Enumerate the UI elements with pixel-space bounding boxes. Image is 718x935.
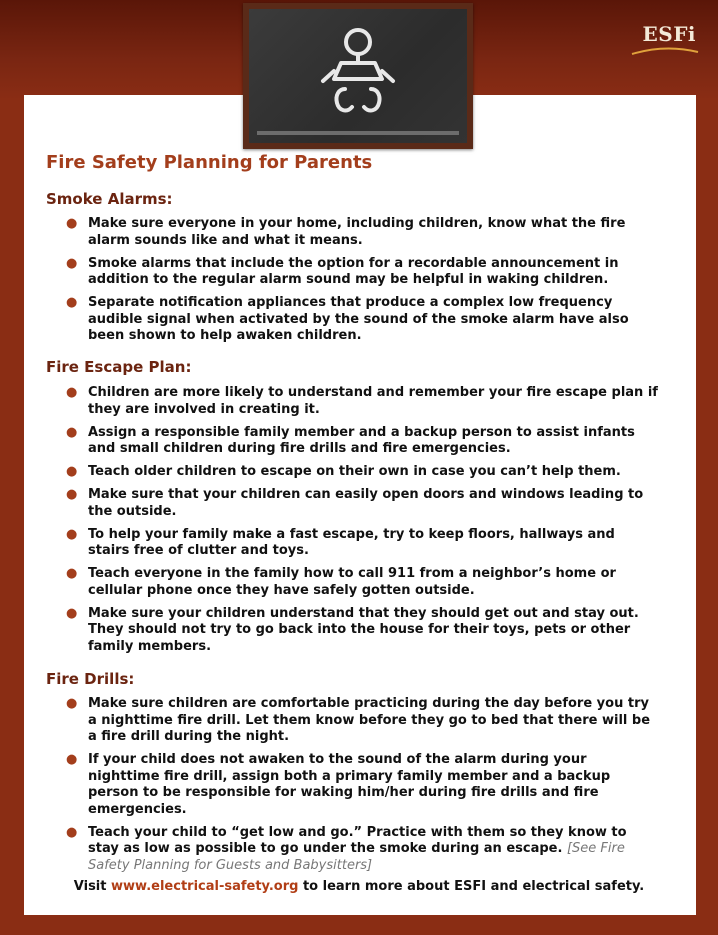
list-item: ● Make sure your children understand that they should get out and stay out. They should not try to go back into the house for their toys, pets or other family members.	[66, 605, 639, 654]
chalkboard-image	[243, 3, 473, 149]
bullet-icon: ●	[66, 216, 78, 231]
list-item: ● Assign a responsible family member and a backup person to assist infants and small children during fire drills and fire emergencies.	[66, 424, 635, 456]
list-item: ● Children are more likely to understand and remember your fire escape plan if they are involved in creating it.	[66, 385, 658, 417]
list-item: ● Make sure children are comfortable practicing during the day before you try a nighttime fire drill. Let them know before they go to bed that there will be a fire drill during the night.	[66, 696, 651, 744]
list-item: ● Teach everyone in the family how to call 911 from a neighbor’s home or cellular phone once they have safely gotten outside.	[66, 566, 616, 598]
fire-drills-list	[50, 696, 660, 881]
fire-escape-plan-list	[50, 385, 660, 662]
child-drawing-icon	[249, 9, 467, 143]
section-heading-smoke-alarms: Smoke Alarms:	[46, 190, 173, 208]
bullet-icon: ●	[66, 255, 78, 271]
bullet-icon: ●	[66, 605, 78, 621]
list-item: ● Teach your child to “get low and go.” Practice with them so they know to stay as low as possible to go under the smoke during an escape. [See Fire Safety Planning for Guests and Babysitters]	[66, 824, 627, 873]
list-item: ● Make sure that your children can easily open doors and windows leading to the outside.	[66, 487, 644, 519]
chalk-tray	[257, 131, 459, 135]
bullet-icon: ●	[66, 295, 78, 310]
bullet-icon: ●	[66, 752, 78, 767]
section-heading-fire-escape-plan: Fire Escape Plan:	[46, 358, 192, 376]
list-item: ● Make sure everyone in your home, including children, know what the fire alarm sounds like and what it means.	[66, 216, 626, 248]
logo-swoosh-icon	[630, 46, 700, 56]
bullet-icon: ●	[66, 566, 78, 581]
cross-reference-note: [See Fire Safety Planning for Guests and Babysitters]	[88, 841, 625, 873]
list-item: ● To help your family make a fast escape, try to keep floors, hallways and stairs free of clutter and toys.	[66, 526, 615, 558]
page-title: Fire Safety Planning for Parents	[46, 152, 373, 173]
list-item: ● Separate notification appliances that produce a complex low frequency audible signal when activated by the sound of the smoke alarm have also been shown to help awaken children.	[66, 295, 629, 343]
list-item: ● If your child does not awaken to the sound of the alarm during your nighttime fire drill, assign both a primary family member and a backup person to be responsible for waking him/her during fire drills and fire emergencies.	[66, 752, 611, 817]
smoke-alarms-list	[50, 216, 660, 351]
esfi-logo[interactable]: ESFi	[642, 22, 696, 46]
bullet-icon: ●	[66, 424, 78, 440]
list-item: ● Smoke alarms that include the option for a recordable announcement in addition to the regular alarm sound may be helpful in waking children.	[66, 255, 619, 287]
bullet-icon: ●	[66, 464, 78, 479]
footer-text: Visit www.electrical-safety.org to learn more about ESFI and electrical safety.	[73, 879, 645, 894]
bullet-icon: ●	[66, 385, 78, 400]
bullet-icon: ●	[66, 824, 78, 840]
section-heading-fire-drills: Fire Drills:	[46, 670, 135, 688]
bullet-icon: ●	[66, 526, 78, 542]
website-link[interactable]: www.electrical-safety.org	[111, 879, 299, 894]
bullet-icon: ●	[66, 487, 78, 502]
list-item: ● Teach older children to escape on their own in case you can’t help them.	[66, 464, 621, 479]
bullet-icon: ●	[66, 696, 78, 711]
